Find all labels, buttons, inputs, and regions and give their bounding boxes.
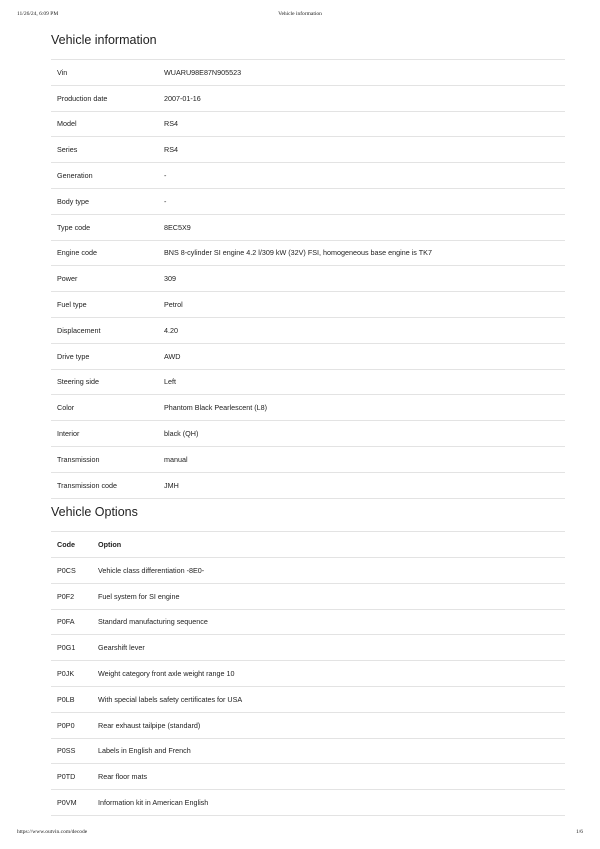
info-label: Drive type: [51, 343, 164, 369]
info-value: 8EC5X9: [164, 214, 565, 240]
info-label: Transmission: [51, 446, 164, 472]
info-label: Steering side: [51, 369, 164, 395]
print-footer: [0, 829, 600, 837]
info-label: Body type: [51, 188, 164, 214]
table-row: [51, 395, 565, 421]
info-value: Phantom Black Pearlescent (L8): [164, 395, 565, 421]
table-row: [51, 790, 565, 816]
table-row: [51, 446, 565, 472]
info-label: Fuel type: [51, 292, 164, 318]
option-description: Gearshift lever: [98, 635, 565, 661]
info-value: 309: [164, 266, 565, 292]
option-code: P0TD: [51, 764, 98, 790]
info-label: Generation: [51, 163, 164, 189]
table-row: [51, 214, 565, 240]
table-row: [51, 188, 565, 214]
table-row: [51, 369, 565, 395]
table-row: [51, 240, 565, 266]
table-row: [51, 292, 565, 318]
option-code: P0FA: [51, 609, 98, 635]
info-label: Engine code: [51, 240, 164, 266]
table-row: [51, 60, 565, 86]
option-code: P0G1: [51, 635, 98, 661]
table-row: [51, 472, 565, 498]
info-value: black (QH): [164, 421, 565, 447]
table-row: [51, 609, 565, 635]
info-value: 4.20: [164, 317, 565, 343]
option-description: Standard manufacturing sequence: [98, 609, 565, 635]
table-row: [51, 85, 565, 111]
info-label: Interior: [51, 421, 164, 447]
info-label: Color: [51, 395, 164, 421]
info-label: Model: [51, 111, 164, 137]
vehicle-info-title: Vehicle information: [51, 33, 157, 47]
info-label: Vin: [51, 60, 164, 86]
option-code: P0VM: [51, 790, 98, 816]
option-description: Weight category front axle weight range 10: [98, 661, 565, 687]
print-datetime: 11/26/24, 6:09 PM: [17, 11, 59, 17]
table-row: [51, 421, 565, 447]
print-url: https://www.outvin.com/decode: [17, 829, 88, 835]
table-row: [51, 583, 565, 609]
table-row: [51, 764, 565, 790]
option-code: P0JK: [51, 661, 98, 687]
vehicle-options-title: Vehicle Options: [51, 505, 138, 519]
table-row: [51, 137, 565, 163]
print-page-title: Vehicle information: [278, 11, 322, 17]
info-label: Power: [51, 266, 164, 292]
option-description: With special labels safety certificates for USA: [98, 686, 565, 712]
info-label: Displacement: [51, 317, 164, 343]
table-row: [51, 317, 565, 343]
info-value: Left: [164, 369, 565, 395]
option-description: Fuel system for SI engine: [98, 583, 565, 609]
info-value: manual: [164, 446, 565, 472]
info-value: 2007-01-16: [164, 85, 565, 111]
table-row: [51, 661, 565, 687]
option-code: P0SS: [51, 738, 98, 764]
info-value: RS4: [164, 137, 565, 163]
option-description: Information kit in American English: [98, 790, 565, 816]
info-value: RS4: [164, 111, 565, 137]
info-value: Petrol: [164, 292, 565, 318]
info-value: -: [164, 188, 565, 214]
table-row: [51, 343, 565, 369]
table-row: [51, 635, 565, 661]
option-code: P0F2: [51, 583, 98, 609]
vehicle-options-table: [51, 531, 565, 816]
info-label: Production date: [51, 85, 164, 111]
info-value: AWD: [164, 343, 565, 369]
info-label: Type code: [51, 214, 164, 240]
table-row: [51, 558, 565, 584]
option-description: Vehicle class differentiation -8E0-: [98, 558, 565, 584]
info-label: Transmission code: [51, 472, 164, 498]
table-row: [51, 163, 565, 189]
option-code: P0P0: [51, 712, 98, 738]
info-value: WUARU98E87N905523: [164, 60, 565, 86]
option-description: Rear floor mats: [98, 764, 565, 790]
options-header-row: [51, 532, 565, 558]
table-row: [51, 266, 565, 292]
table-row: [51, 111, 565, 137]
info-value: -: [164, 163, 565, 189]
option-description: Rear exhaust tailpipe (standard): [98, 712, 565, 738]
table-row: [51, 712, 565, 738]
options-header-code: Code: [51, 532, 98, 558]
options-header-option: Option: [98, 532, 565, 558]
print-header: [0, 11, 600, 19]
print-page-number: 1/6: [575, 829, 583, 835]
option-code: P0LB: [51, 686, 98, 712]
info-value: BNS 8-cylinder SI engine 4.2 l/309 kW (32V) FSI, homogeneous base engine is TK7: [164, 240, 565, 266]
table-row: [51, 686, 565, 712]
info-label: Series: [51, 137, 164, 163]
option-code: P0CS: [51, 558, 98, 584]
option-description: Labels in English and French: [98, 738, 565, 764]
vehicle-info-table: [51, 59, 565, 499]
info-value: JMH: [164, 472, 565, 498]
table-row: [51, 738, 565, 764]
